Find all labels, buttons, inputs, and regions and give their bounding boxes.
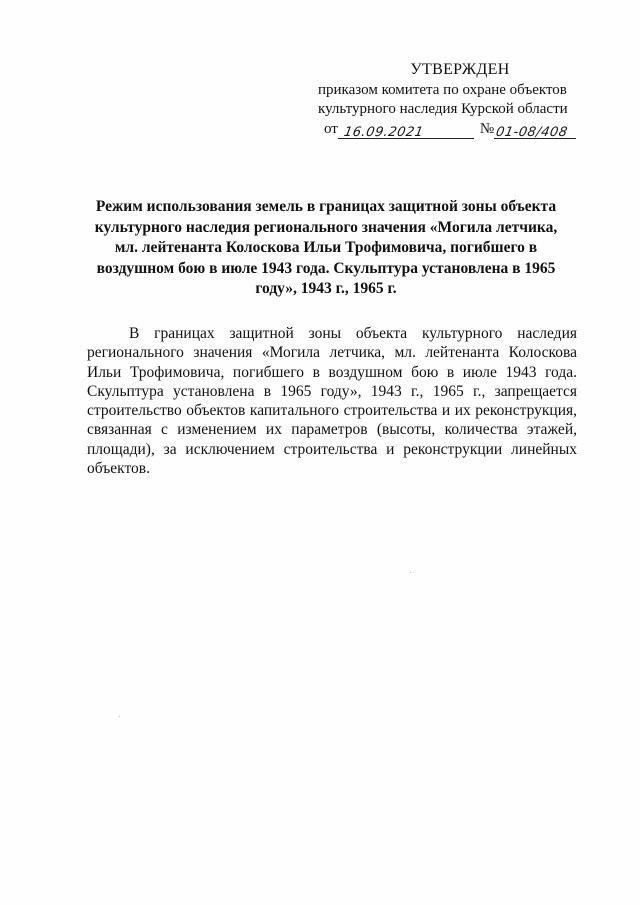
scan-speck xyxy=(119,716,120,717)
date-prefix: от xyxy=(324,121,338,137)
approval-heading: УТВЕРЖДЕН xyxy=(410,61,510,78)
approval-line-1: приказом комитета по охране объектов xyxy=(318,82,567,98)
scan-speck xyxy=(410,572,411,573)
approval-line-2: культурного наследия Курской области xyxy=(318,101,568,117)
approval-block xyxy=(318,60,588,140)
number-field xyxy=(494,123,576,139)
document-body-paragraph: В границах защитной зоны объекта культурного наследия регионального значения «Могила летчика, мл. лейтенанта Колоскова Ильи Трофимовича, погибшего в воздушном бою в июле 1943 года. Скульптура установлена в 1965 году», 1943 г., 1965 г., запрещается строительство объектов капитального строительства и их реконструкция, связанная с изменением их параметров (высоты, количества этажей, площади), за исключением строительства и реконструкции линейных объектов. xyxy=(87,325,577,478)
date-field xyxy=(338,123,474,139)
document-title: Режим использования земель в границах защитной зоны объекта культурного наследия регионального значения «Могила летчика, мл. лейтенанта Колоскова Ильи Трофимовича, погибшего в воздушном бою в июле 1943 года. Скульптура установлена в 1965 году», 1943 г., 1965 г. xyxy=(94,198,558,297)
handwritten-date: 16.09.2021 xyxy=(342,125,425,140)
approval-date-number-line xyxy=(324,120,588,140)
handwritten-number: 01-08/408 xyxy=(494,125,569,140)
number-prefix: № xyxy=(479,121,495,137)
